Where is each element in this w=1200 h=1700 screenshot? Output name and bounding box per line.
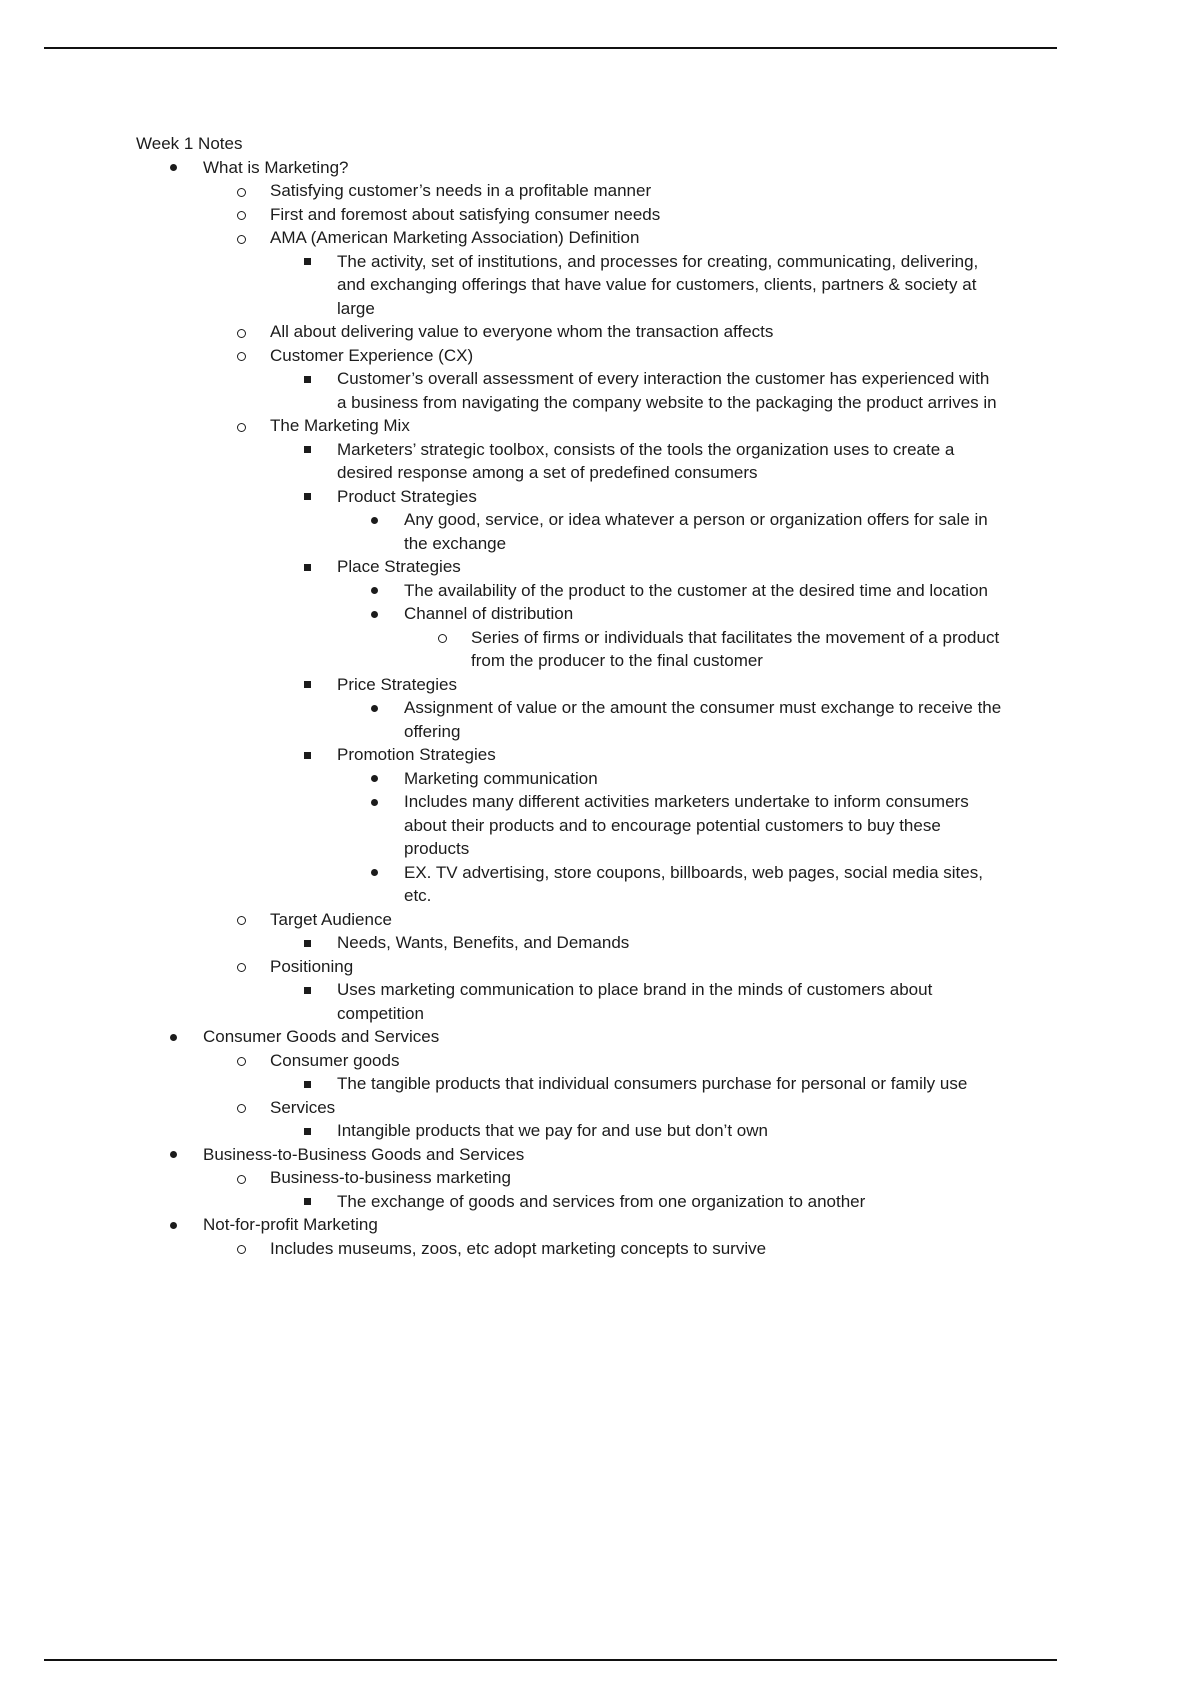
circle-bullet-icon: [237, 955, 270, 973]
disc-bullet-icon: [371, 602, 404, 618]
list-item: [136, 978, 1002, 1025]
list-item-text: Price Strategies: [337, 674, 457, 694]
square-bullet-icon: [304, 673, 337, 689]
circle-bullet-icon: [237, 203, 270, 221]
disc-bullet-icon: [170, 1025, 203, 1041]
list-item: [136, 250, 1002, 321]
square-bullet-icon: [304, 555, 337, 571]
disc-bullet-icon: [371, 508, 404, 524]
disc-bullet-icon: [170, 156, 203, 172]
list-item-text: Marketers’ strategic toolbox, consists of the tools the organization uses to create a desired response among a set of predefined consumers: [337, 439, 955, 482]
list-item: [136, 1213, 1002, 1237]
square-bullet-icon: [304, 1072, 337, 1088]
list-item-text: Intangible products that we pay for and use but don’t own: [337, 1121, 768, 1140]
list-item-text: The availability of the product to the customer at the desired time and location: [404, 580, 988, 600]
list-item: [136, 1166, 1002, 1190]
list-item-text: The Marketing Mix: [270, 416, 410, 435]
list-item-text: The exchange of goods and services from one organization to another: [337, 1191, 866, 1211]
square-bullet-icon: [304, 1190, 337, 1206]
list-item: [136, 555, 1002, 579]
list-item-text: Services: [270, 1097, 336, 1117]
list-item-text: Business-to-business marketing: [270, 1168, 511, 1187]
circle-bullet-icon: [237, 320, 270, 338]
list-item: [136, 861, 1002, 908]
list-item-text: AMA (American Marketing Association) Definition: [270, 228, 640, 247]
list-item: [136, 743, 1002, 767]
list-item: [136, 1143, 1002, 1167]
square-bullet-icon: [304, 438, 337, 454]
page-top-rule: [44, 47, 1057, 49]
list-item: [136, 790, 1002, 861]
list-item-text: Series of firms or individuals that facilitates the movement of a product from the producer to the final customer: [471, 627, 1000, 670]
list-item-text: All about delivering value to everyone whom the transaction affects: [270, 322, 774, 341]
list-item: [136, 1072, 1002, 1096]
disc-bullet-icon: [371, 767, 404, 783]
list-item-text: Assignment of value or the amount the consumer must exchange to receive the offering: [404, 698, 1002, 741]
list-item-text: The activity, set of institutions, and processes for creating, communicating, delivering, and exchanging offerings that have value for customers, clients, partners & society at large: [337, 251, 979, 318]
square-bullet-icon: [304, 250, 337, 266]
list-item: [136, 767, 1002, 791]
circle-bullet-icon: [237, 1166, 270, 1184]
page-bottom-rule: [44, 1659, 1057, 1661]
square-bullet-icon: [304, 485, 337, 501]
circle-bullet-icon: [237, 414, 270, 432]
list-item-text: Any good, service, or idea whatever a person or organization offers for sale in the exchange: [404, 510, 988, 553]
list-item: [136, 908, 1002, 932]
circle-bullet-icon: [237, 226, 270, 244]
circle-bullet-icon: [237, 1096, 270, 1114]
list-item-text: Satisfying customer’s needs in a profitable manner: [270, 181, 652, 200]
list-item: [136, 320, 1002, 344]
list-item: [136, 344, 1002, 368]
square-bullet-icon: [304, 743, 337, 759]
list-item: [136, 931, 1002, 955]
list-item-text: Customer’s overall assessment of every interaction the customer has experienced with a business from navigating the company website to the packaging the product arrives in: [337, 369, 997, 412]
list-item-text: The tangible products that individual consumers purchase for personal or family use: [337, 1074, 968, 1093]
disc-bullet-icon: [170, 1143, 203, 1159]
list-item-text: Marketing communication: [404, 768, 598, 788]
list-item: [136, 626, 1002, 673]
list-item-text: Includes museums, zoos, etc adopt marketing concepts to survive: [270, 1238, 767, 1258]
list-item: [136, 485, 1002, 509]
list-item-text: First and foremost about satisfying consumer needs: [270, 204, 661, 224]
list-item: [136, 1096, 1002, 1120]
list-item: [136, 203, 1002, 227]
list-item: [136, 1119, 1002, 1143]
list-item-text: Place Strategies: [337, 557, 461, 576]
list-item-text: Channel of distribution: [404, 604, 574, 623]
circle-bullet-icon: [237, 1237, 270, 1255]
document-body: [136, 132, 1002, 1260]
list-item: [136, 179, 1002, 203]
disc-bullet-icon: [170, 1213, 203, 1229]
list-item-text: Uses marketing communication to place brand in the minds of customers about competition: [337, 980, 933, 1023]
square-bullet-icon: [304, 931, 337, 947]
list-item-text: Not-for-profit Marketing: [203, 1215, 378, 1234]
circle-bullet-icon: [237, 908, 270, 926]
list-item: [136, 696, 1002, 743]
disc-bullet-icon: [371, 861, 404, 877]
list-item: [136, 414, 1002, 438]
disc-bullet-icon: [371, 579, 404, 595]
circle-bullet-icon: [237, 179, 270, 197]
list-item-text: Promotion Strategies: [337, 745, 496, 764]
list-item-text: What is Marketing?: [203, 157, 349, 177]
list-item-text: Product Strategies: [337, 486, 477, 506]
list-item-text: Consumer Goods and Services: [203, 1027, 440, 1046]
list-item: [136, 1049, 1002, 1073]
list-item: [136, 673, 1002, 697]
list-item-text: Needs, Wants, Benefits, and Demands: [337, 933, 630, 952]
list-item-text: Business-to-Business Goods and Services: [203, 1144, 525, 1164]
circle-bullet-icon: [237, 344, 270, 362]
list-item: [136, 156, 1002, 180]
list-item-text: Consumer goods: [270, 1050, 400, 1070]
list-item-text: Includes many different activities marketers undertake to inform consumers about their products and to encourage potential customers to buy these products: [404, 792, 969, 858]
list-item: [136, 367, 1002, 414]
list-item: [136, 438, 1002, 485]
list-item: [136, 955, 1002, 979]
list-item: [136, 226, 1002, 250]
list-item: [136, 1190, 1002, 1214]
circle-bullet-icon: [438, 626, 471, 644]
list-item: [136, 508, 1002, 555]
list-item-text: Positioning: [270, 956, 354, 976]
list-item-text: EX. TV advertising, store coupons, billboards, web pages, social media sites, etc.: [404, 862, 983, 905]
disc-bullet-icon: [371, 790, 404, 806]
square-bullet-icon: [304, 1119, 337, 1135]
list-item-text: Target Audience: [270, 909, 392, 929]
list-item: [136, 1025, 1002, 1049]
square-bullet-icon: [304, 978, 337, 994]
list-item: [136, 602, 1002, 626]
list-item-text: Customer Experience (CX): [270, 345, 474, 365]
list-item: [136, 579, 1002, 603]
notes-outline-list: [136, 156, 1002, 1261]
list-item: [136, 1237, 1002, 1261]
circle-bullet-icon: [237, 1049, 270, 1067]
notes-title: Week 1 Notes: [136, 134, 243, 153]
square-bullet-icon: [304, 367, 337, 383]
disc-bullet-icon: [371, 696, 404, 712]
